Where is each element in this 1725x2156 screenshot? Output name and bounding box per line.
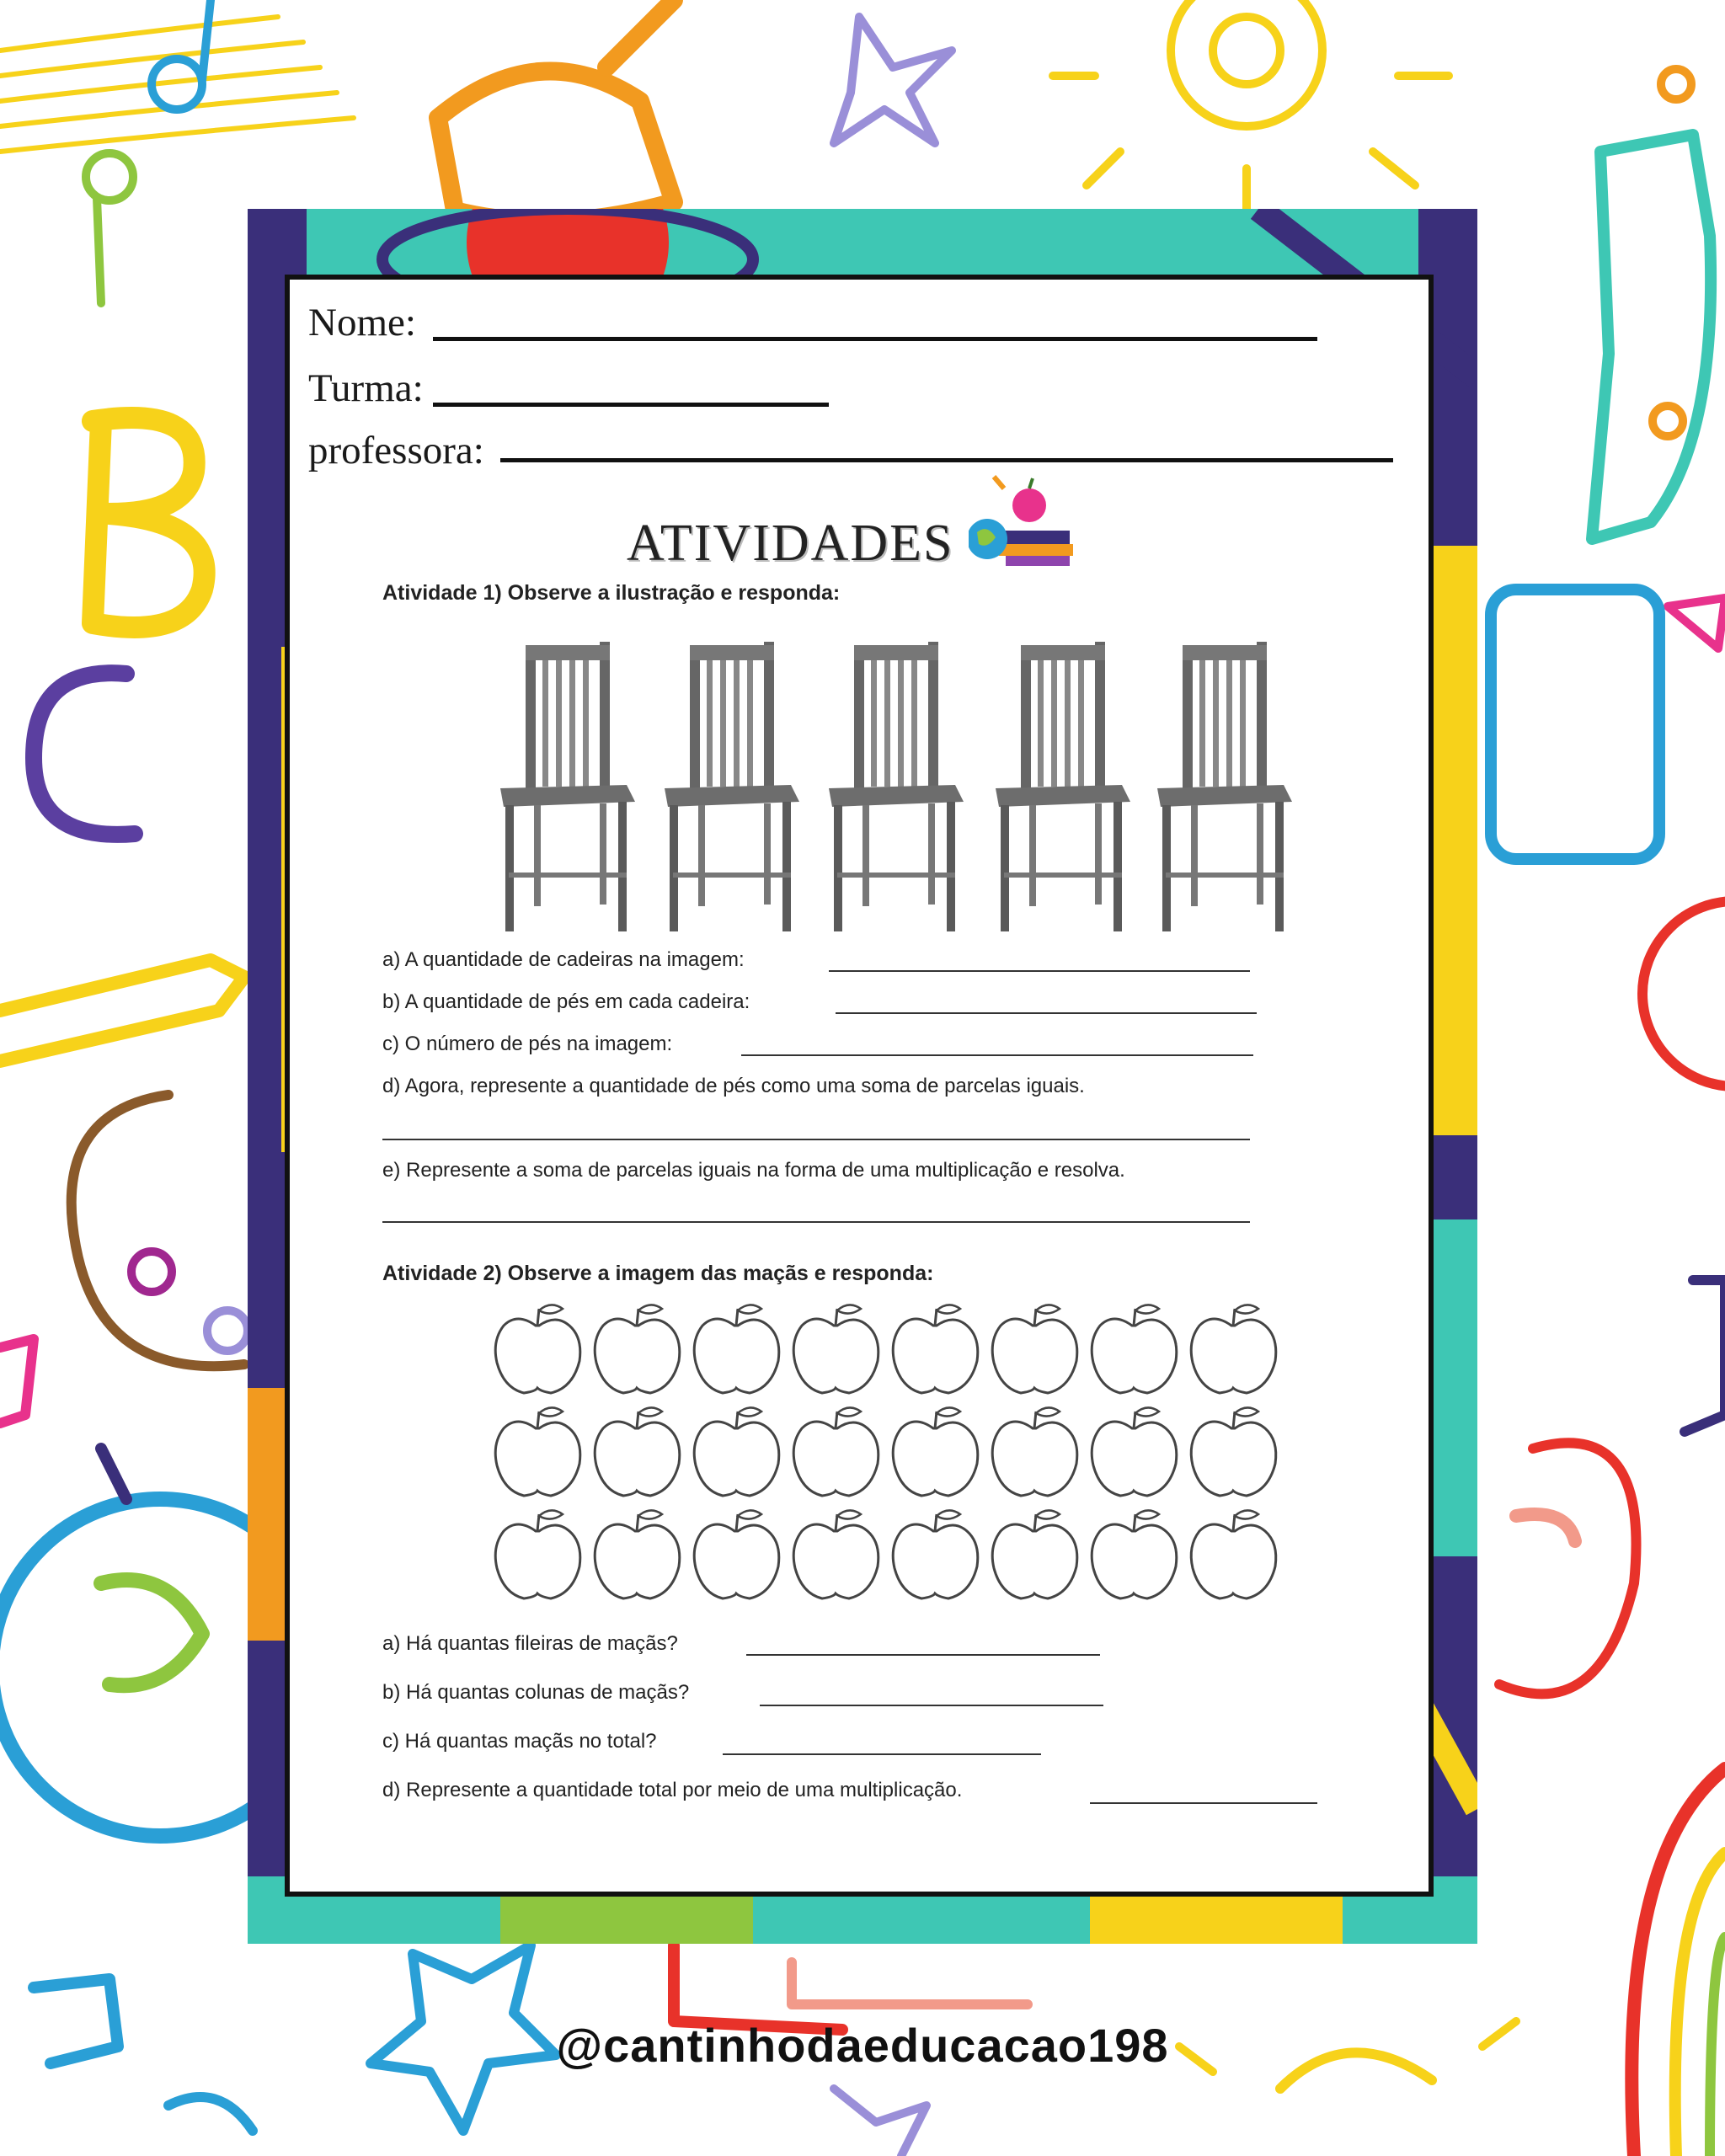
chair (829, 642, 964, 931)
page-title: ATIVIDADES (627, 515, 954, 572)
answer-line-1d[interactable] (382, 1139, 1250, 1140)
answer-line-2b[interactable] (760, 1705, 1103, 1706)
activity1-question-c: c) O número de pés na imagem: (382, 1033, 673, 1055)
activity1-heading: Atividade 1) Observe a ilustração e responda: (382, 581, 841, 605)
apple-row-1 (495, 1305, 1276, 1393)
activity1-question-b: b) A quantidade de pés em cada cadeira: (382, 990, 750, 1013)
answer-line-1c[interactable] (741, 1054, 1253, 1056)
activity2-heading: Atividade 2) Observe a imagem das maçãs e responda: (382, 1262, 934, 1285)
answer-line-1b[interactable] (836, 1012, 1257, 1014)
apple-row-2 (495, 1407, 1276, 1496)
activity2-question-b: b) Há quantas colunas de maçãs? (382, 1681, 690, 1704)
chairs-illustration (492, 633, 1300, 937)
teacher-label: professora: (308, 429, 484, 472)
activity2-question-d: d) Represente a quantidade total por meio de uma multiplicação. (382, 1779, 963, 1801)
chair (500, 642, 635, 931)
chair (996, 642, 1130, 931)
activity2-question-c: c) Há quantas maçãs no total? (382, 1730, 657, 1753)
answer-line-2d[interactable] (1090, 1802, 1317, 1804)
answer-line-1a[interactable] (829, 970, 1250, 972)
answer-line-2c[interactable] (723, 1753, 1041, 1755)
chair (1157, 642, 1292, 931)
worksheet (285, 275, 1434, 1897)
name-line (433, 337, 1317, 341)
apples-illustration (492, 1299, 1284, 1619)
teacher-line (500, 458, 1393, 462)
chair (665, 642, 799, 931)
activity1-question-e: e) Represente a soma de parcelas iguais na forma de uma multiplicação e resolva. (382, 1159, 1125, 1182)
activity2-question-a: a) Há quantas fileiras de maçãs? (382, 1632, 678, 1655)
apple-row-3 (495, 1510, 1276, 1598)
activity1-question-a: a) A quantidade de cadeiras na imagem: (382, 948, 745, 971)
name-label: Nome: (308, 301, 416, 344)
school-supplies-icon (969, 472, 1080, 573)
answer-line-2a[interactable] (746, 1654, 1100, 1656)
activity1-question-d: d) Agora, represente a quantidade de pés como uma soma de parcelas iguais. (382, 1075, 1085, 1097)
class-label: Turma: (308, 366, 424, 410)
instagram-handle: @cantinhodaeducacao198 (556, 2019, 1169, 2072)
answer-line-1e[interactable] (382, 1221, 1250, 1223)
class-line (433, 403, 829, 407)
